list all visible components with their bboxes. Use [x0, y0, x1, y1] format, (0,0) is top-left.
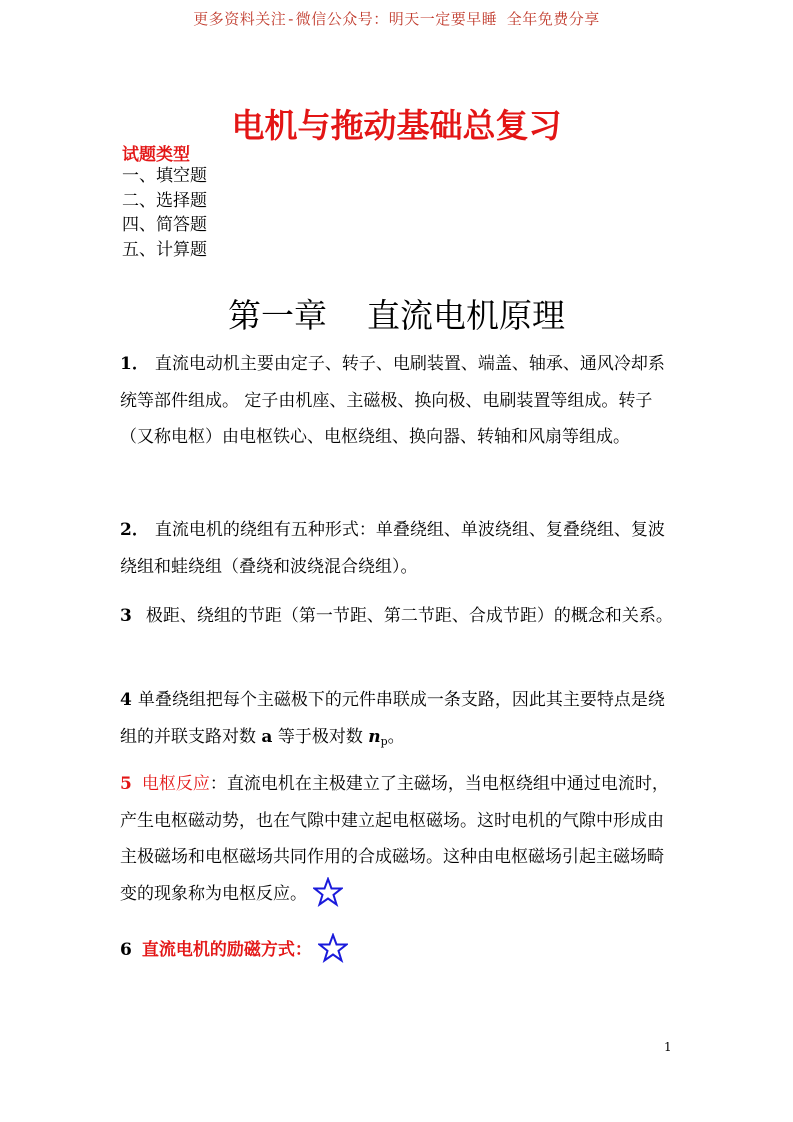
question-type-item: 一、填空题: [122, 166, 207, 186]
star-icon: [318, 933, 348, 963]
question-types-label: 试题类型: [122, 145, 190, 165]
paragraph-text: 直流电机的绕组有五种形式：单叠绕组、单波绕组、复叠绕组、复波绕组和蛙绕组（叠绕和波绕混合绕组）。: [120, 520, 665, 577]
paragraph-2: [120, 512, 676, 585]
paragraph-4: [120, 682, 676, 760]
paragraph-5: [120, 766, 676, 912]
question-types-list: [122, 164, 207, 262]
question-type-item: 五、计算题: [122, 239, 207, 260]
paragraph-text: ：直流电机在主极建立了主磁场，当电枢绕组中通过电流时，产生电枢磁动势，也在气隙中建立起电枢磁场。这时电机的气隙中形成由主极磁场和电枢磁场共同作用的合成磁场。这种由电枢磁场引起主磁场畸变的现象称为电枢反应。: [120, 774, 669, 904]
paragraph-text: 单叠绕组把每个主磁极下的元件串联成一条支路，因此其主要特点是绕组的并联支路对数: [120, 690, 665, 747]
paragraph-text: 直流电机的励磁方式：: [141, 940, 312, 960]
paragraph-number: 6: [120, 940, 132, 960]
star-icon: [313, 877, 343, 907]
page-number: 1: [664, 1040, 672, 1054]
paragraph-text: 等于极对数: [277, 726, 363, 747]
document-title: 电机与拖动基础总复习: [231, 106, 562, 145]
paragraph-number: 1．: [120, 354, 149, 374]
paragraph-term: 电枢反应: [141, 774, 210, 794]
variable-a: a: [261, 726, 273, 747]
question-type-item: 四、简答题: [122, 215, 207, 235]
variable-n-subscript: p: [380, 734, 388, 748]
paragraph-text: 直流电动机主要由定子、转子、电刷装置、端盖、轴承、通风冷却系统等部件组成。 定子由机座、主磁极、换向极、电刷装置等组成。转子（又称电枢）由电枢铁心、电枢绕组、换向器、转轴和风扇等组成。: [120, 354, 665, 447]
paragraph-6: [120, 932, 676, 969]
paragraph-number: 3: [120, 606, 132, 626]
paragraph-number: 2．: [120, 520, 149, 540]
paragraph-1: [120, 346, 676, 456]
chapter-heading: [0, 290, 793, 337]
paragraph-number: 4: [120, 690, 132, 710]
paragraph-text: 极距、绕组的节距（第一节距、第二节距、合成节距）的概念和关系。: [145, 606, 673, 626]
variable-n: n: [368, 726, 381, 747]
paragraph-text: 。: [387, 726, 405, 747]
chapter-number: 第一章: [228, 296, 327, 335]
header-banner: 更多资料关注-微信公众号：明天一定要早睡 全年免费分享: [193, 10, 600, 28]
chapter-name: 直流电机原理: [367, 296, 565, 335]
paragraph-number: 5: [120, 774, 132, 794]
question-type-item: 二、选择题: [122, 190, 207, 211]
paragraph-3: [120, 598, 676, 635]
